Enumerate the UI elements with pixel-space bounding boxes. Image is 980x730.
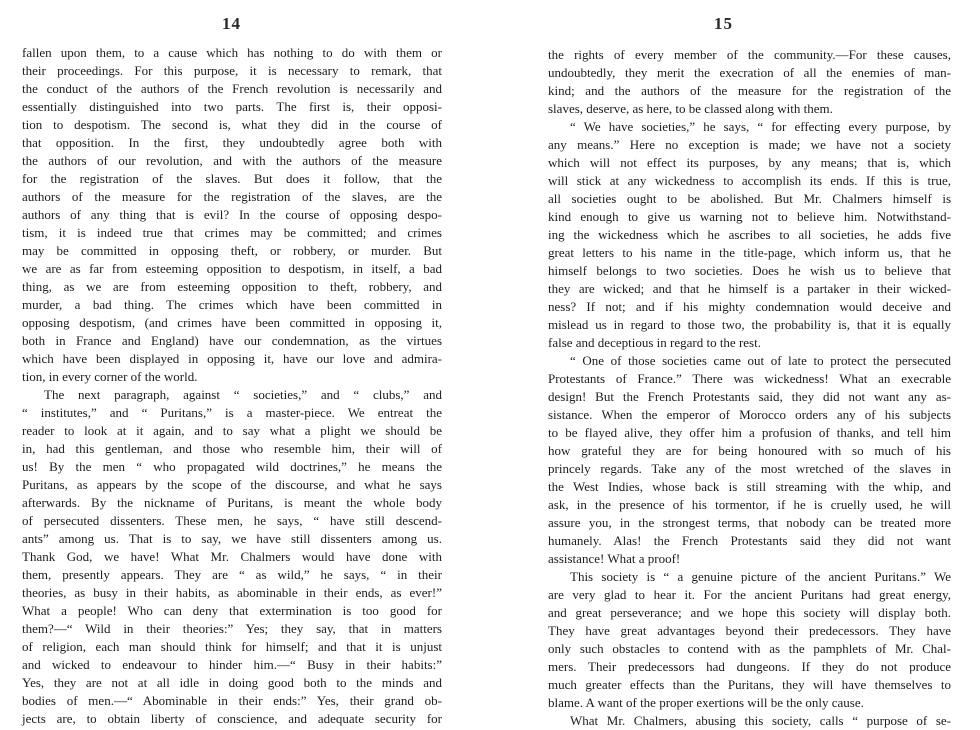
text-line: assistance! What a proof! <box>548 551 681 566</box>
text-line: kind enough to give us warning not to believe him. Notwithstand- <box>548 209 951 224</box>
text-line: essentially distinguished into two parts. The first is, their opposi- <box>22 99 442 114</box>
text-line: “ We have societies,” he says, “ for effecting every purpose, by <box>570 119 951 134</box>
text-line: himself belongs to two societies. Does he wish us to believe that <box>548 263 951 278</box>
text-line: us! By the men “ who propagated wild doctrines,” he means the <box>22 459 442 474</box>
text-line: “ One of those societies came out of late to protect the persecuted <box>570 353 951 368</box>
text-line: bodies of men.—“ Abominable in their ends:” Yes, their grand ob- <box>22 693 442 708</box>
text-line: This society is “ a genuine picture of the ancient Puritans.” We <box>570 569 951 584</box>
text-line: any means.” Here no exception is made; we have not a society <box>548 137 951 152</box>
text-line: great letters to his name in the title-page, which inform us, that he <box>548 245 951 260</box>
text-line: all societies ought to be abolished. But Mr. Chalmers himself is <box>548 191 951 206</box>
text-line: the authors of our revolution, and with the authors of the measure <box>22 153 442 168</box>
text-line: the rights of every member of the community.—For these causes, <box>548 47 951 62</box>
text-line: of religion, each man should think for himself; and that it is unjust <box>22 639 442 654</box>
text-line: mislead us in regard to those two, the probability is, that it is equally <box>548 317 951 332</box>
text-line: thing, as we are from esteeming opposition to theft, robbery, and <box>22 279 442 294</box>
text-line: much greater effects than the Puritans, they will have themselves to <box>548 677 951 692</box>
left-page <box>0 0 490 726</box>
text-line: The next paragraph, against “ societies,” and “ clubs,” and <box>44 387 442 402</box>
text-line: may be committed in opposing theft, or robbery, or murder. But <box>22 243 442 258</box>
text-line: opposing despotism, (and crimes have been committed in opposing it, <box>22 315 442 330</box>
text-line: ness? If not; and if his mighty condemnation would deceive and <box>548 299 951 314</box>
text-line: Protestants of France.” There was wickedness! What an execrable <box>548 371 951 386</box>
page-number-right: 15 <box>714 14 733 33</box>
text-line: jects are, to obtain liberty of conscience, and adequate security for <box>22 711 442 726</box>
text-line: blame. A want of the proper exertions will be the only cause. <box>548 695 864 710</box>
text-line: humanely. Alas! the French Protestants said they did not want <box>548 533 951 548</box>
text-line: which will not effect its purposes, by any means; that is, which <box>548 155 951 170</box>
text-line: sistance. When the emperor of Morocco orders any of his subjects <box>548 407 951 422</box>
text-line: reader to look at it again, and to say what a plight we should be <box>22 423 442 438</box>
text-line: tion, in every corner of the world. <box>22 369 198 384</box>
text-line: murder, a bad thing. The crimes which have been committed in <box>22 297 442 312</box>
text-line: tion to despotism. The second is, what they did in the course of <box>22 117 442 132</box>
text-line: only such obstacles to contend with as the pamphlets of Mr. Chal- <box>548 641 951 656</box>
text-line: design! But the French Protestants said, they did not want any as- <box>548 389 951 404</box>
text-line: their proceedings. For this purpose, it is necessary to remark, that <box>22 63 442 78</box>
text-line: ants” among us. That is to say, we have still dissenters among us. <box>22 531 442 546</box>
text-line: ing the wickedness which he ascribes to all societies, he adds five <box>548 227 951 242</box>
text-line: assure you, in the strongest terms, that nobody can be treated more <box>548 515 951 530</box>
text-line: slaves, deserve, as here, to be classed along with them. <box>548 101 833 116</box>
text-line: for the registration of the slaves. But does it follow, that the <box>22 171 442 186</box>
text-line: authors of any thing that is evil? In the course of opposing despo- <box>22 207 442 222</box>
text-line: them, presently appears. They are “ as wild,” he says, “ in their <box>22 567 442 582</box>
text-line: “ institutes,” and “ Puritans,” is a master-piece. We entreat the <box>22 405 442 420</box>
text-line: ask, in the presence of his tormentor, if he is cruelly used, he will <box>548 497 951 512</box>
text-line: will stick at any wickedness to accomplish its ends. If this is true, <box>548 173 951 188</box>
text-line: they are wicked; and that he himself is a partaker in their wicked- <box>548 281 951 296</box>
text-line: fallen upon them, to a cause which has nothing to do with them or <box>22 45 442 60</box>
text-line: Yes, they are not at all idle in doing good both to the minds and <box>22 675 442 690</box>
text-line: undoubtedly, they merit the execration of all the enemies of man- <box>548 65 951 80</box>
text-line: and great perseverance; and we hope this society will display both. <box>548 605 951 620</box>
text-line: of persecuted dissenters. These men, he says, “ have still descend- <box>22 513 442 528</box>
text-line: Thank God, we have! What Mr. Chalmers would have done with <box>22 549 442 564</box>
text-line: What Mr. Chalmers, abusing this society, calls “ purpose of se- <box>570 713 951 728</box>
text-line: them?—“ Wild in their theories:” Yes; they say, that in matters <box>22 621 442 636</box>
text-line: theories, as busy in their habits, as abominable in their ends, as ever!” <box>22 585 442 600</box>
text-line: mers. Their predecessors had dungeons. If they do not produce <box>548 659 951 674</box>
text-line: both in France and England) have our condemnation, as the virtues <box>22 333 442 348</box>
right-page <box>490 0 980 728</box>
text-line: afterwards. By the nickname of Puritans, is meant the whole body <box>22 495 442 510</box>
text-line: princely regards. Take any of the most wretched of the slaves in <box>548 461 951 476</box>
text-line: authors of the measure for the registration of the slaves, are the <box>22 189 442 204</box>
text-line: kind; and the authors of the measure for the registration of the <box>548 83 951 98</box>
text-line: What a people! Who can deny that extermination is too good for <box>22 603 442 618</box>
text-line: we are as far from esteeming opposition to despotism, in itself, a bad <box>22 261 442 276</box>
text-line: are very glad to hear it. For the ancient Puritans had great energy, <box>548 587 951 602</box>
text-line: false and deceptious in regard to the rest. <box>548 335 761 350</box>
page-number-left: 14 <box>222 14 241 33</box>
text-line: the West Indies, whose back is still streaming with the whip, and <box>548 479 951 494</box>
text-line: and wicked to endeavour to hinder him.—“ Busy in their habits:” <box>22 657 442 672</box>
text-line: Puritans, as appears by the scope of the discourse, and what he says <box>22 477 442 492</box>
text-line: They have great advantages beyond their predecessors. They have <box>548 623 951 638</box>
text-line: the conduct of the authors of the French revolution is necessarily and <box>22 81 442 96</box>
text-line: to be flayed alive, they offer him a profusion of thanks, and tell him <box>548 425 951 440</box>
text-line: in, had this gentleman, and those who resemble him, their will of <box>22 441 442 456</box>
text-line: that opposition. In the first, they undoubtedly agree both with <box>22 135 442 150</box>
text-line: which have been displayed in opposing it, have our love and admira- <box>22 351 442 366</box>
text-line: tism, it is indeed true that crimes may be committed; and crimes <box>22 225 442 240</box>
text-line: how grateful they are for being honoured with so much of his <box>548 443 951 458</box>
